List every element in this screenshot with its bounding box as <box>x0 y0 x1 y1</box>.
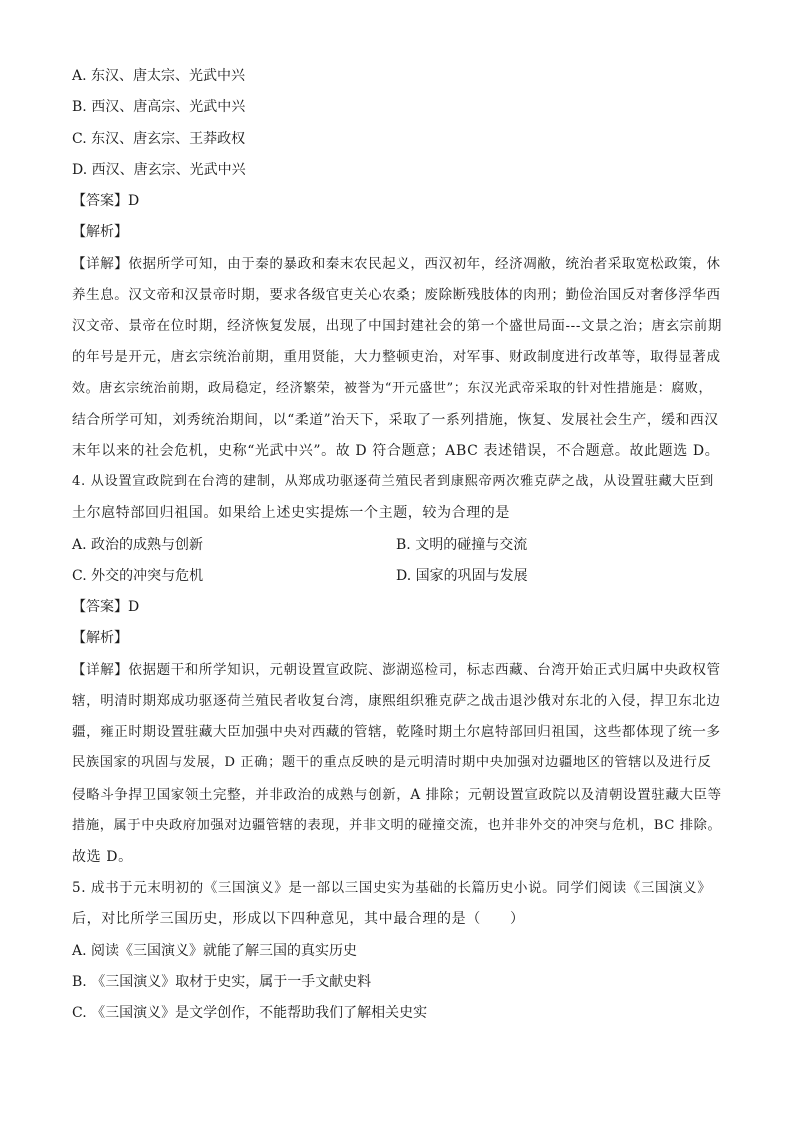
q3-option-b: B. 西汉、唐高宗、光武中兴 <box>72 99 246 115</box>
q3-detail-line: 末年以来的社会危机，史称“光武中兴”。故 D 符合题意；ABC 表述错误，不合题意。故此题选 D。 <box>72 443 720 459</box>
q3-detail-line: 养生息。汉文帝和汉景帝时期，要求各级官吏关心农桑；废除断残肢体的肉刑；勤俭治国反对奢侈浮华西 <box>72 287 721 303</box>
q4-detail-line: 侵略斗争捍卫国家领土完整，并非政治的成熟与创新，A 排除；元朝设置宣政院以及清朝设置驻藏大臣等 <box>72 787 722 803</box>
q4-stem-line: 土尔扈特部回归祖国。如果给上述史实提炼一个主题，较为合理的是 <box>72 505 510 521</box>
q4-detail-line: 故选 D。 <box>72 849 133 865</box>
q4-stem-line: 4. 从设置宣政院到在台湾的建制，从郑成功驱逐荷兰殖民者到康熙帝两次雅克萨之战，从设置驻藏大臣到 <box>72 474 714 489</box>
q3-detail-line: 结合所学可知，刘秀统治期间，以“柔道”治天下，采取了一系列措施，恢复、发展社会生产，缓和西汉 <box>72 412 719 428</box>
q3-detail-line: 效。唐玄宗统治前期，政局稳定，经济繁荣，被誉为“开元盛世”；东汉光武帝采取的针对性措施是：腐败， <box>72 381 713 396</box>
q3-detail-line: 【详解】依据所学可知，由于秦的暴政和秦末农民起义，西汉初年，经济凋敝，统治者采取宽松政策，休 <box>72 256 721 272</box>
q4-detail-line: 措施，属于中央政府加强对边疆管辖的表现，并非文明的碰撞交流，也并非外交的冲突与危机，BC 排除。 <box>72 818 722 833</box>
q4-option-a: A. 政治的成熟与创新 <box>72 537 204 553</box>
q5-stem-line: 5. 成书于元末明初的《三国演义》是一部以三国史实为基础的长篇历史小说。同学们阅读《三国演义》 <box>72 880 712 896</box>
q3-option-a: A. 东汉、唐太宗、光武中兴 <box>72 68 246 84</box>
q4-detail-line: 民族国家的巩固与发展，D 正确；题干的重点反映的是元明清时期中央加强对边疆地区的管辖以及进行反 <box>72 755 712 770</box>
q5-option-c: C. 《三国演义》是文学创作，不能帮助我们了解相关史实 <box>72 1005 428 1021</box>
q3-option-d: D. 西汉、唐玄宗、光武中兴 <box>72 162 246 178</box>
q3-answer: 【答案】D <box>72 193 140 209</box>
q4-option-c: C. 外交的冲突与危机 <box>72 568 204 584</box>
q3-option-c: C. 东汉、唐玄宗、王莽政权 <box>72 131 246 147</box>
q4-answer: 【答案】D <box>72 599 140 615</box>
q4-detail-line: 疆，雍正时期设置驻藏大臣加强中央对西藏的管辖，乾隆时期土尔扈特部回归祖国，这些都体现了统一多 <box>72 724 721 740</box>
q4-analysis-label: 【解析】 <box>72 630 128 646</box>
q3-detail-line: 的年号是开元，唐玄宗统治前期，重用贤能，大力整顿吏治，对军事、财政制度进行改革等，取得显著成 <box>72 349 721 365</box>
q5-stem-line: 后，对比所学三国历史，形成以下四种意见，其中最合理的是（ ） <box>72 911 525 927</box>
q3-detail-line: 汉文帝、景帝在位时期，经济恢复发展，出现了中国封建社会的第一个盛世局面---文景之治；唐玄宗前期 <box>72 318 722 334</box>
q4-detail-line: 辖，明清时期郑成功驱逐荷兰殖民者收复台湾，康熙组织雅克萨之战击退沙俄对东北的入侵，捍卫东北边 <box>72 693 721 709</box>
q5-option-b: B. 《三国演义》取材于史实，属于一手文献史料 <box>72 974 372 990</box>
q4-option-b: B. 文明的碰撞与交流 <box>396 537 528 553</box>
q4-option-d: D. 国家的巩固与发展 <box>396 568 528 584</box>
q3-analysis-label: 【解析】 <box>72 224 128 240</box>
q5-option-a: A. 阅读《三国演义》就能了解三国的真实历史 <box>72 943 358 959</box>
q4-detail-line: 【详解】依据题干和所学知识，元朝设置宣政院、澎湖巡检司，标志西藏、台湾开始正式归属中央政权管 <box>72 662 721 678</box>
